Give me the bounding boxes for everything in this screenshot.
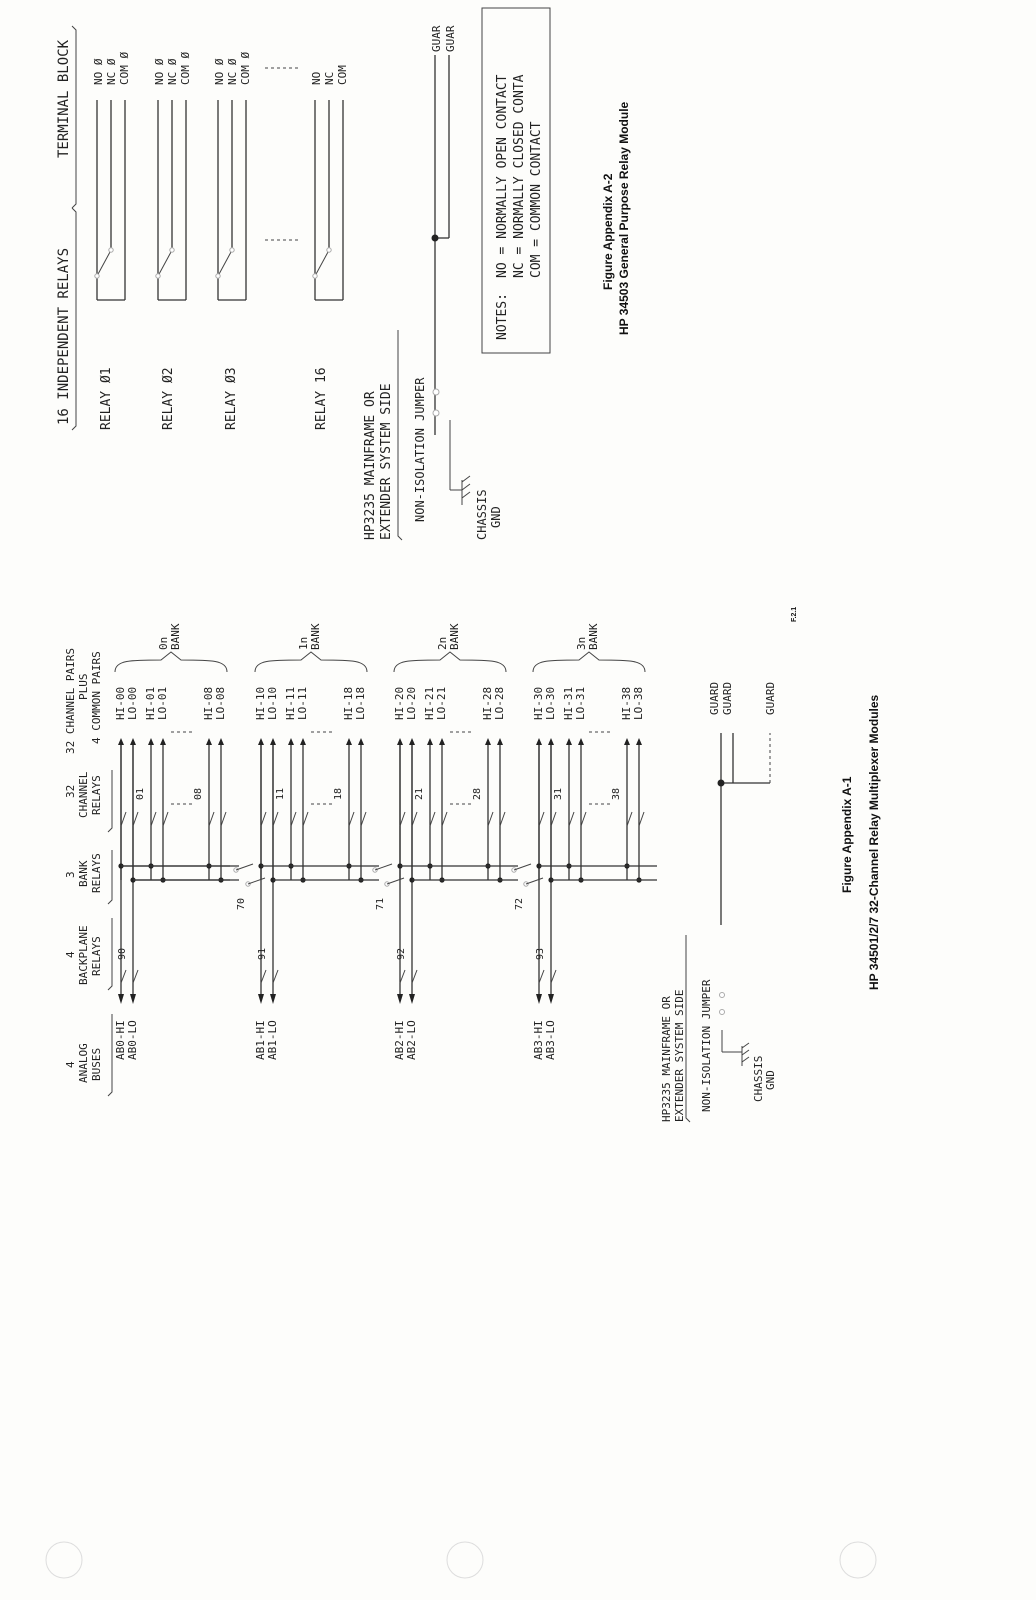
- bank-relay-3-switch-lo: [526, 878, 543, 884]
- pair-1-hi-first: HI-10: [254, 686, 267, 720]
- channel-1-2-hi-arrow: [346, 738, 352, 745]
- bank-0-name-2: BANK: [169, 623, 182, 650]
- channel-relay-3-last-number: 38: [611, 787, 622, 800]
- system-side-a1-line-2: EXTENDER SYSTEM SIDE: [673, 989, 686, 1122]
- channel-2-0-hi-arrow: [397, 738, 403, 745]
- channel-0-2-switch-hi: [209, 812, 214, 826]
- system-side-bracket: [398, 330, 402, 540]
- pair-2-hi-first: HI-20: [393, 686, 406, 720]
- relay-banks: [114, 623, 657, 1060]
- independent-relays-header: 16 INDEPENDENT RELAYS: [56, 247, 72, 425]
- bank-2-name-2: BANK: [448, 623, 461, 650]
- bus-3-hi-arrow: [536, 994, 542, 1004]
- figure-a1-caption: HP 34501/2/7 32-Channel Relay Multiplexer Modules: [867, 694, 881, 990]
- bus-1-lo-label: AB1-LO: [266, 1020, 279, 1060]
- channel-2-2-switch-hi: [488, 812, 493, 826]
- jumper-wire-a1: [720, 993, 743, 1053]
- chassis-ground-symbol-a1: [742, 1043, 749, 1066]
- channel-relay-1-first-number: 11: [275, 787, 286, 800]
- channel-3-2-switch-hi: [627, 812, 632, 826]
- pair-0-hi-second: HI-01: [144, 686, 157, 720]
- relay-02-nc-terminal: NC Ø: [166, 58, 179, 85]
- chassis-label-a2: CHASSIS: [475, 489, 489, 540]
- bus-1-hi-arrow: [258, 994, 264, 1004]
- independent-relays-bracket: [72, 208, 76, 430]
- channel-0-0-switch-lo: [133, 812, 138, 826]
- bank-3-brace: [533, 652, 645, 672]
- relay-02-no-terminal: NO Ø: [153, 58, 166, 85]
- relay-16-label: RELAY 16: [314, 367, 329, 430]
- bank-relays-header-2: BANK: [77, 860, 90, 887]
- pair-1-lo-first: LO-10: [266, 686, 279, 720]
- backplane-2-switch-hi: [400, 970, 405, 983]
- note-nc: NC = NORMALLY CLOSED CONTA: [512, 74, 527, 278]
- relay-03-nc-terminal: NC Ø: [226, 58, 239, 85]
- relay-03-label: RELAY Ø3: [224, 367, 239, 430]
- guard-label-2: GUARD: [721, 681, 734, 715]
- channel-0-1-switch-lo: [163, 812, 168, 826]
- note-com: COM = COMMON CONTACT: [529, 121, 544, 278]
- non-isolation-jumper-label-a1: NON-ISOLATION JUMPER: [700, 979, 713, 1112]
- binder-hole-middle: [447, 1542, 483, 1578]
- channel-3-2-hi-arrow: [624, 738, 630, 745]
- channel-relays-bracket: [108, 770, 112, 832]
- bank-2-brace: [394, 652, 506, 672]
- guard-terminal-1: GUAR: [430, 25, 443, 52]
- bank-relay-1-switch-lo: [248, 878, 265, 884]
- channel-2-2-switch-lo: [500, 812, 505, 826]
- pair-1-hi-second: HI-11: [284, 686, 297, 720]
- bank-relay-1-number: 70: [236, 897, 247, 910]
- bus-2-lo-label: AB2-LO: [405, 1020, 418, 1060]
- channel-2-0-switch-hi: [400, 812, 405, 826]
- pair-2-hi-second: HI-21: [423, 686, 436, 720]
- channel-1-2-lo-arrow: [358, 738, 364, 745]
- figure-a2-caption: HP 34503 General Purpose Relay Module: [617, 101, 631, 335]
- channel-0-0-lo-arrow: [130, 738, 136, 745]
- bank-1-name-2: BANK: [309, 623, 322, 650]
- bus-1-lo-arrow: [270, 994, 276, 1004]
- bank-relays-header-1: 3: [64, 871, 77, 878]
- pair-3-hi-first: HI-30: [532, 686, 545, 720]
- relay-02: [156, 100, 186, 300]
- bus-3-lo-arrow: [548, 994, 554, 1004]
- relay-01-com-terminal: COM Ø: [118, 51, 131, 85]
- channel-0-0-hi-arrow: [118, 738, 124, 745]
- pair-0-lo-second: LO-01: [156, 686, 169, 720]
- relay-01-no-terminal: NO Ø: [92, 58, 105, 85]
- backplane-2-switch-lo: [412, 970, 417, 983]
- channel-1-2-switch-lo: [361, 812, 366, 826]
- pair-2-hi-last: HI-28: [481, 686, 494, 720]
- page-reference: F.2.1: [791, 606, 798, 622]
- channel-1-2-switch-hi: [349, 812, 354, 826]
- channel-0-2-switch-lo: [221, 812, 226, 826]
- channel-3-1-switch-hi: [569, 812, 574, 826]
- relay-02-label: RELAY Ø2: [161, 367, 176, 430]
- bus-0-hi-arrow: [118, 994, 124, 1004]
- channel-3-0-switch-lo: [551, 812, 556, 826]
- relay-16-no-terminal: NO: [310, 71, 323, 85]
- channel-2-2-hi-arrow: [485, 738, 491, 745]
- chassis-ground-symbol-a2: [462, 476, 470, 505]
- bank-relays-header-3: RELAYS: [90, 853, 103, 893]
- terminal-block-header: TERMINAL BLOCK: [56, 39, 72, 158]
- channel-relay-0-last-number: 08: [193, 787, 204, 800]
- channel-relay-1-last-number: 18: [333, 787, 344, 800]
- relay-01-label: RELAY Ø1: [99, 367, 114, 430]
- bank-relay-3-switch-hi: [514, 864, 531, 870]
- jumper-wire-a2: [433, 389, 462, 490]
- bank-1-name-1: 1n: [297, 636, 310, 650]
- relay-03-com-terminal: COM Ø: [239, 51, 252, 85]
- backplane-header-2: BACKPLANE: [77, 925, 90, 985]
- channel-3-2-lo-arrow: [636, 738, 642, 745]
- analog-buses-header-1: 4: [64, 1061, 77, 1068]
- relay-16-nc-terminal: NC: [323, 71, 336, 85]
- channel-1-0-switch-lo: [273, 812, 278, 826]
- channel-pairs-header-1: 32 CHANNEL PAIRS: [64, 648, 77, 754]
- relay-03-no-terminal: NO Ø: [213, 58, 226, 85]
- pair-3-hi-last: HI-38: [620, 686, 633, 720]
- channel-1-0-hi-arrow: [258, 738, 264, 745]
- figure-a1: [64, 607, 881, 1122]
- pair-3-lo-first: LO-30: [544, 686, 557, 720]
- system-side-line-2: EXTENDER SYSTEM SIDE: [379, 383, 394, 540]
- pair-3-lo-second: LO-31: [574, 686, 587, 720]
- channel-3-1-lo-arrow: [578, 738, 584, 745]
- channel-0-2-hi-arrow: [206, 738, 212, 745]
- pair-3-hi-second: HI-31: [562, 686, 575, 720]
- gnd-label-a1: GND: [764, 1070, 777, 1090]
- bank-3-name-1: 3n: [575, 636, 588, 650]
- channel-1-1-switch-lo: [303, 812, 308, 826]
- pair-2-lo-first: LO-20: [405, 686, 418, 720]
- channel-1-1-lo-arrow: [300, 738, 306, 745]
- bank-3-name-2: BANK: [587, 623, 600, 650]
- channel-pairs-header-3: 4 COMMON PAIRS: [90, 651, 103, 744]
- channel-relay-0-first-number: 01: [135, 787, 146, 800]
- backplane-relay-0-number: 90: [117, 947, 128, 960]
- guard-terminal-2: GUAR: [444, 25, 457, 52]
- non-isolation-jumper-label: NON-ISOLATION JUMPER: [413, 377, 427, 522]
- pair-2-lo-last: LO-28: [493, 686, 506, 720]
- pair-0-lo-first: LO-00: [126, 686, 139, 720]
- bank-relay-2-switch-hi: [375, 864, 392, 870]
- bus-2-lo-arrow: [409, 994, 415, 1004]
- channel-relays-header-2: CHANNEL: [77, 771, 90, 818]
- channel-1-0-switch-hi: [261, 812, 266, 826]
- backplane-relay-2-number: 92: [396, 947, 407, 960]
- backplane-header-3: RELAYS: [90, 936, 103, 976]
- binder-hole-left: [46, 1542, 82, 1578]
- relay-16: [313, 100, 343, 300]
- channel-3-0-lo-arrow: [548, 738, 554, 745]
- analog-buses-header-3: BUSES: [90, 1047, 103, 1081]
- pair-3-lo-last: LO-38: [632, 686, 645, 720]
- channel-relay-3-first-number: 31: [553, 787, 564, 800]
- backplane-bracket: [108, 918, 112, 990]
- channel-relay-2-first-number: 21: [414, 787, 425, 800]
- channel-0-1-hi-arrow: [148, 738, 154, 745]
- bank-relay-2-switch-lo: [387, 878, 404, 884]
- channel-3-1-hi-arrow: [566, 738, 572, 745]
- relay-01-nc-terminal: NC Ø: [105, 58, 118, 85]
- analog-buses-bracket: [108, 1014, 112, 1096]
- gnd-label-a2: GND: [489, 506, 503, 528]
- channel-1-1-hi-arrow: [288, 738, 294, 745]
- pair-1-lo-second: LO-11: [296, 686, 309, 720]
- bank-relay-3-number: 72: [514, 897, 525, 910]
- system-side-a1-line-1: HP3235 MAINFRAME OR: [660, 996, 673, 1122]
- bus-2-hi-label: AB2-HI: [393, 1020, 406, 1060]
- channel-0-0-switch-hi: [121, 812, 126, 826]
- relay-01: [95, 100, 125, 300]
- channel-2-1-switch-lo: [442, 812, 447, 826]
- channel-0-1-switch-hi: [151, 812, 156, 826]
- channel-2-0-switch-lo: [412, 812, 417, 826]
- chassis-label-a1: CHASSIS: [752, 1055, 765, 1102]
- channel-pairs-header-2: PLUS: [77, 673, 90, 700]
- backplane-1-switch-lo: [273, 970, 278, 983]
- bank-1: [234, 623, 379, 1060]
- pair-0-lo-last: LO-08: [214, 686, 227, 720]
- figure-a2: [56, 8, 631, 540]
- analog-buses-header-2: ANALOG: [77, 1043, 90, 1083]
- channel-2-1-switch-hi: [430, 812, 435, 826]
- guard-line-a2: [432, 55, 450, 435]
- binder-hole-right: [840, 1542, 876, 1578]
- figure-a2-title: Figure Appendix A-2: [601, 173, 615, 290]
- figure-a1-title: Figure Appendix A-1: [840, 776, 854, 893]
- channel-2-2-lo-arrow: [497, 738, 503, 745]
- bank-relay-2-number: 71: [375, 897, 386, 910]
- backplane-header-1: 4: [64, 951, 77, 958]
- pair-1-hi-last: HI-18: [342, 686, 355, 720]
- pair-1-lo-last: LO-18: [354, 686, 367, 720]
- relay-16-com-terminal: COM: [336, 65, 349, 85]
- bank-0-brace: [115, 652, 227, 672]
- channel-3-0-switch-hi: [539, 812, 544, 826]
- channel-relays-header-3: RELAYS: [90, 775, 103, 815]
- channel-3-0-hi-arrow: [536, 738, 542, 745]
- bank-1-brace: [255, 652, 367, 672]
- terminal-block-bracket: [72, 26, 76, 208]
- bus-3-lo-label: AB3-LO: [544, 1020, 557, 1060]
- bank-3: [512, 623, 657, 1060]
- channel-2-1-hi-arrow: [427, 738, 433, 745]
- guard-label-1: GUARD: [708, 681, 721, 715]
- backplane-relay-3-number: 93: [535, 947, 546, 960]
- bank-relay-1-switch-hi: [236, 864, 253, 870]
- bus-2-hi-arrow: [397, 994, 403, 1004]
- backplane-3-switch-lo: [551, 970, 556, 983]
- channel-0-1-lo-arrow: [160, 738, 166, 745]
- bus-0-hi-label: AB0-HI: [114, 1020, 127, 1060]
- pair-0-hi-first: HI-00: [114, 686, 127, 720]
- channel-3-2-switch-lo: [639, 812, 644, 826]
- channel-relays-header-1: 32: [64, 784, 77, 798]
- relay-02-com-terminal: COM Ø: [179, 51, 192, 85]
- bank-2-name-1: 2n: [436, 636, 449, 650]
- pair-0-hi-last: HI-08: [202, 686, 215, 720]
- channel-2-0-lo-arrow: [409, 738, 415, 745]
- backplane-1-switch-hi: [261, 970, 266, 983]
- bank-0-name-1: 0n: [157, 636, 170, 650]
- channel-1-1-switch-hi: [291, 812, 296, 826]
- system-side-line-1: HP3235 MAINFRAME OR: [363, 391, 378, 540]
- bus-1-hi-label: AB1-HI: [254, 1020, 267, 1060]
- relay-03: [216, 100, 246, 300]
- guard-line-a1: [718, 733, 771, 925]
- channel-relay-2-last-number: 28: [472, 787, 483, 800]
- backplane-0-switch-hi: [121, 970, 126, 983]
- channel-3-1-switch-lo: [581, 812, 586, 826]
- bank-0: [114, 623, 239, 1060]
- backplane-0-switch-lo: [133, 970, 138, 983]
- note-no: NO = NORMALLY OPEN CONTACT: [495, 74, 510, 278]
- notes-title: NOTES:: [495, 293, 510, 340]
- bus-0-lo-label: AB0-LO: [126, 1020, 139, 1060]
- channel-0-2-lo-arrow: [218, 738, 224, 745]
- backplane-3-switch-hi: [539, 970, 544, 983]
- bus-0-lo-arrow: [130, 994, 136, 1004]
- pair-2-lo-second: LO-21: [435, 686, 448, 720]
- channel-1-0-lo-arrow: [270, 738, 276, 745]
- channel-2-1-lo-arrow: [439, 738, 445, 745]
- system-side-bracket-a1: [686, 935, 690, 1122]
- bank-relays-bracket: [108, 850, 112, 904]
- backplane-relay-1-number: 91: [257, 947, 268, 960]
- bus-3-hi-label: AB3-HI: [532, 1020, 545, 1060]
- guard-label-3: GUARD: [764, 681, 777, 715]
- bank-2: [373, 623, 518, 1060]
